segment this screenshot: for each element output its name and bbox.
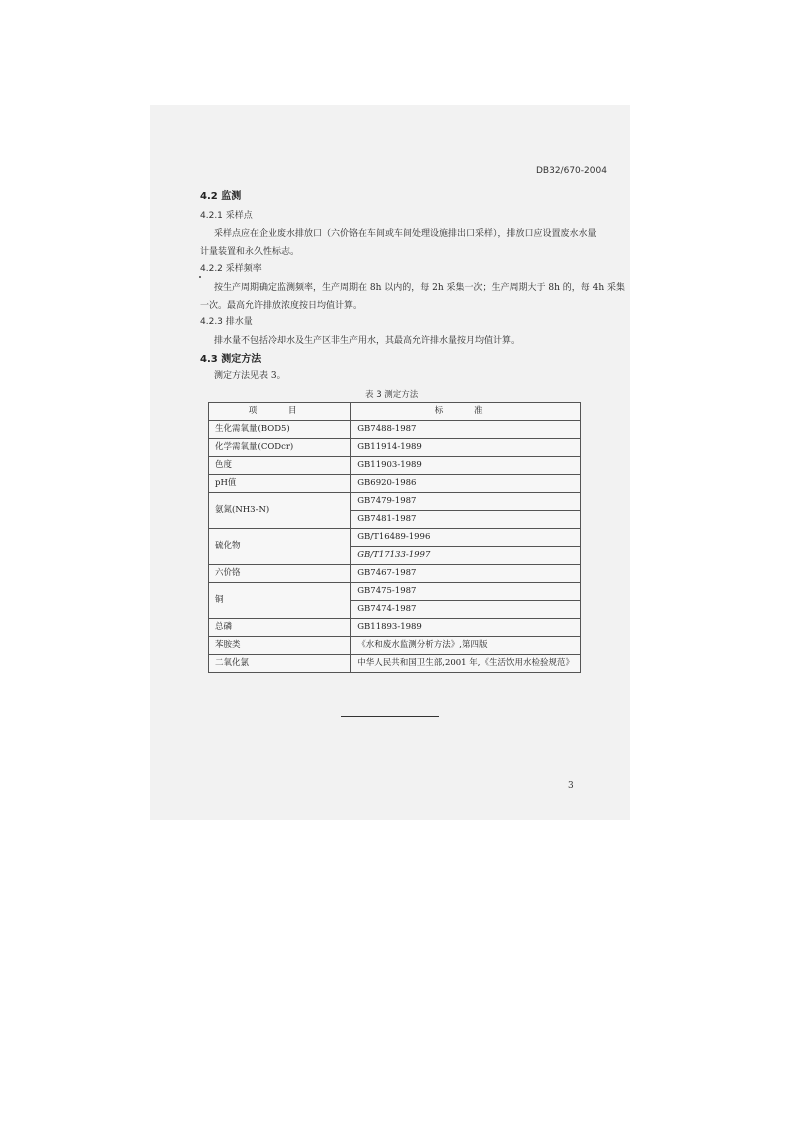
section-4-2-1-line2: 计量装置和永久性标志。 bbox=[200, 247, 300, 257]
table-caption: 表 3 测定方法 bbox=[365, 390, 419, 400]
standard-cell: GB7474-1987 bbox=[351, 601, 581, 619]
item-cell: 硫化物 bbox=[209, 529, 351, 565]
section-4-2-1-title: 4.2.1 采样点 bbox=[200, 211, 253, 221]
item-cell: 生化需氧量(BOD5) bbox=[209, 421, 351, 439]
section-4-2-3-title: 4.2.3 排水量 bbox=[200, 317, 253, 327]
header-item: 项 目 bbox=[209, 403, 351, 421]
table-row bbox=[209, 529, 581, 547]
table-row bbox=[209, 421, 581, 439]
item-cell: 铜 bbox=[209, 583, 351, 619]
section-4-2-2-title: 4.2.2 采样频率 bbox=[200, 264, 262, 274]
standard-cell: 中华人民共和国卫生部,2001 年,《生活饮用水检验规范》 bbox=[351, 655, 581, 673]
table-row bbox=[209, 439, 581, 457]
scan-speck bbox=[199, 276, 201, 278]
section-4-2-title: 4.2 监测 bbox=[200, 191, 242, 202]
table-row bbox=[209, 619, 581, 637]
table-row bbox=[209, 475, 581, 493]
table-row bbox=[209, 565, 581, 583]
section-4-2-3-line1: 排水量不包括冷却水及生产区非生产用水，其最高允许排水量按月均值计算。 bbox=[214, 336, 521, 346]
section-4-3-title: 4.3 测定方法 bbox=[200, 354, 262, 365]
standard-cell: GB11914-1989 bbox=[351, 439, 581, 457]
table-row bbox=[209, 637, 581, 655]
table-row bbox=[209, 655, 581, 673]
standard-cell: GB7488-1987 bbox=[351, 421, 581, 439]
document-code: DB32/670-2004 bbox=[536, 166, 607, 176]
table-row bbox=[209, 583, 581, 601]
methods-table bbox=[208, 402, 581, 673]
item-cell: 总磷 bbox=[209, 619, 351, 637]
end-rule bbox=[341, 716, 439, 717]
section-4-2-2-line2: 一次。最高允许排放浓度按日均值计算。 bbox=[200, 301, 363, 311]
section-4-2-2-line1: 按生产周期确定监测频率，生产周期在 8h 以内的，每 2h 采集一次；生产周期大于 8h 的，每 4h 采集 bbox=[214, 283, 625, 293]
item-cell: 苯胺类 bbox=[209, 637, 351, 655]
standard-cell: GB11893-1989 bbox=[351, 619, 581, 637]
table-row bbox=[209, 457, 581, 475]
table-row bbox=[209, 493, 581, 511]
item-cell: 二氧化氯 bbox=[209, 655, 351, 673]
standard-cell: GB7475-1987 bbox=[351, 583, 581, 601]
standard-cell: 《水和废水监测分析方法》,第四版 bbox=[351, 637, 581, 655]
item-cell: pH值 bbox=[209, 475, 351, 493]
standard-cell: GB6920-1986 bbox=[351, 475, 581, 493]
standard-cell: GB/T16489-1996 bbox=[351, 529, 581, 547]
page-number: 3 bbox=[568, 781, 574, 791]
item-cell: 色度 bbox=[209, 457, 351, 475]
standard-cell: GB11903-1989 bbox=[351, 457, 581, 475]
item-cell: 化学需氧量(CODcr) bbox=[209, 439, 351, 457]
item-cell: 六价铬 bbox=[209, 565, 351, 583]
standard-cell: GB/T17133-1997 bbox=[351, 547, 581, 565]
standard-cell: GB7467-1987 bbox=[351, 565, 581, 583]
section-4-3-line1: 测定方法见表 3。 bbox=[214, 371, 286, 381]
header-standard: 标 准 bbox=[351, 403, 581, 421]
standard-cell: GB7479-1987 bbox=[351, 493, 581, 511]
item-cell: 氨氮(NH3-N) bbox=[209, 493, 351, 529]
table-header-row bbox=[209, 403, 581, 421]
standard-cell: GB7481-1987 bbox=[351, 511, 581, 529]
section-4-2-1-line1: 采样点应在企业废水排放口（六价铬在车间或车间处理设施排出口采样），排放口应设置废水水量 bbox=[214, 229, 597, 239]
